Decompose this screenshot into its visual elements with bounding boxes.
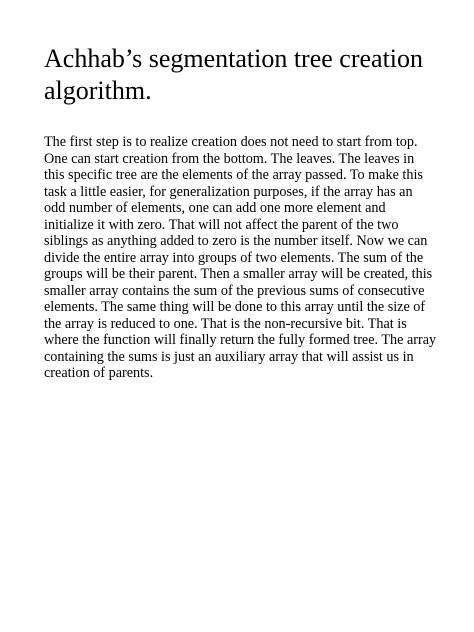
title-line: algorithm. (44, 76, 152, 105)
paragraph-line: One can start creation from the bottom. The leaves. The leaves in (44, 150, 415, 167)
paragraph-line: initialize it with zero. That will not affect the parent of the two (44, 216, 399, 233)
paragraph-line: groups will be their parent. Then a smaller array will be created, this (44, 266, 433, 282)
paragraph-line: where the function will finally return the fully formed tree. The array (44, 332, 437, 348)
paragraph-line: siblings as anything added to zero is the number itself. Now we can (44, 233, 428, 249)
paragraph-line: divide the entire array into groups of two elements. The sum of the (44, 249, 424, 266)
paragraph-line: odd number of elements, one can add one more element and (44, 200, 386, 216)
paragraph-line: The first step is to realize creation does not need to start from top. (44, 134, 418, 150)
page-title (44, 43, 444, 107)
paragraph-line: elements. The same thing will be done to this array until the size of (44, 299, 426, 315)
body-paragraph (44, 134, 440, 382)
paragraph-line: creation of parents. (44, 365, 154, 381)
paragraph-line: this specific tree are the elements of the array passed. To make this (44, 167, 423, 183)
title-line: Achhab’s segmentation tree creation (44, 44, 424, 73)
paragraph-line: smaller array contains the sum of the previous sums of consecutive (44, 282, 425, 299)
paragraph-line: containing the sums is just an auxiliary array that will assist us in (44, 348, 414, 365)
paragraph-line: task a little easier, for generalization purposes, if the array has an (44, 183, 413, 200)
paragraph-line: the array is reduced to one. That is the non-recursive bit. That is (44, 315, 407, 332)
